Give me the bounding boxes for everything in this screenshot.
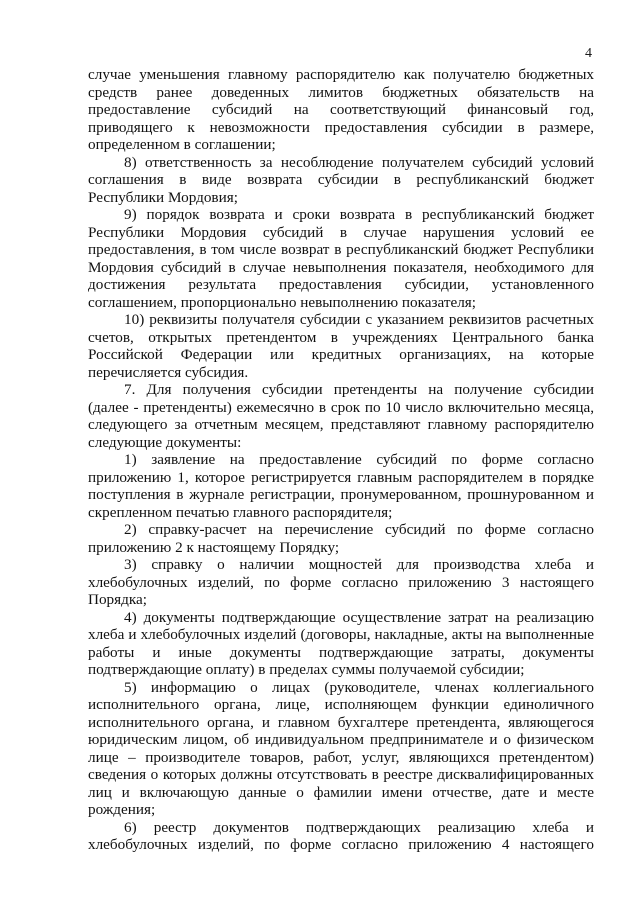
text-line: 8) ответственность за несоблюдение получателем субсидий условий — [124, 153, 594, 171]
text-line: Республики Мордовия субсидий в случае нарушения условий ее — [88, 223, 594, 241]
text-line: поступления в журнале регистрации, пронумерованном, прошнурованном и — [88, 486, 594, 503]
text-line: приложению 2 к настоящему Порядку; — [88, 538, 340, 556]
text-line: предоставления, в том числе возврат в республиканский бюджет Республики — [88, 241, 594, 258]
text-line: хлеба и хлебобулочных изделий (договоры, накладные, акты на выполненные — [88, 626, 594, 643]
text-line: 5) информацию о лицах (руководителе, членах коллегиального — [124, 678, 594, 696]
text-line: следующие документы: — [88, 433, 242, 451]
text-line: 6) реестр документов подтверждающих реализацию хлеба и — [124, 818, 594, 836]
text-line: 1) заявление на предоставление субсидий по форме согласно — [124, 451, 594, 468]
text-line: следующего за отчетным месяцем, представляют главному распорядителю — [88, 416, 594, 433]
text-line: Российской Федерации или кредитных организациях, на которые — [88, 346, 594, 363]
text-line: скрепленном печатью главного распорядителя; — [88, 503, 393, 521]
text-line: рождения; — [88, 801, 156, 818]
text-line: Мордовия субсидий в случае невыполнения показателя, необходимого для — [88, 258, 594, 276]
text-line: хлебобулочных изделий, по форме согласно приложению 3 настоящего — [88, 573, 594, 591]
text-line: определенном в соглашении; — [88, 136, 276, 153]
text-line: приводящего к невозможности предоставления субсидии в размере, — [88, 118, 594, 136]
text-line: лице – производителе товаров, работ, услуг, являющихся претендентом) — [88, 748, 594, 766]
document-body — [88, 66, 594, 854]
text-line: средств ранее доведенных лимитов бюджетных обязательств на — [88, 83, 594, 101]
page-number: 4 — [585, 46, 592, 61]
text-line: 4) документы подтверждающие осуществление затрат на реализацию — [124, 608, 594, 626]
text-line: (далее - претенденты) ежемесячно в срок по 10 число включительно месяца, — [88, 398, 594, 416]
text-line: 2) справку-расчет на перечисление субсидий по форме согласно — [124, 521, 594, 538]
text-line: подтверждающие оплату) в пределах суммы получаемой субсидии; — [88, 661, 525, 678]
text-line: 3) справку о наличии мощностей для производства хлеба и — [124, 556, 594, 573]
text-line: исполнительного органа, и главном бухгалтере претендента, являющегося — [88, 713, 594, 731]
text-line: Порядка; — [88, 591, 147, 608]
text-line: перечисляется субсидия. — [88, 363, 249, 381]
text-line: 10) реквизиты получателя субсидии с указанием реквизитов расчетных — [124, 311, 594, 328]
text-line: 9) порядок возврата и сроки возврата в республиканский бюджет — [124, 206, 594, 223]
text-line: сведения о которых должны отсутствовать в реестре дисквалифицированных — [88, 766, 594, 783]
text-line: соглашением, пропорционально невыполнению показателя; — [88, 293, 476, 311]
text-line: Республики Мордовия; — [88, 188, 238, 206]
text-line: исполнительного органа, лице, исполняющем функции единоличного — [88, 696, 594, 713]
text-line: лиц и включающую данные о фамилии имени отчестве, дате и месте — [88, 783, 594, 801]
text-line: предоставление субсидий на соответствующий финансовый год, — [88, 101, 594, 118]
text-line: работы и иные документы подтверждающие затраты, документы — [88, 643, 594, 661]
text-line: случае уменьшения главному распорядителю как получателю бюджетных — [88, 66, 594, 83]
text-line: хлебобулочных изделий, по форме согласно приложению 4 настоящего — [88, 836, 594, 853]
text-line: достижения результата предоставления субсидии, установленного — [88, 276, 594, 293]
text-line: соглашения в виде возврата субсидии в республиканский бюджет — [88, 171, 594, 188]
text-line: счетов, открытых претендентом в учреждениях Центрального банка — [88, 328, 594, 346]
text-line: 7. Для получения субсидии претенденты на получение субсидии — [124, 381, 594, 398]
text-line: приложению 1, которое регистрируется главным распорядителем в порядке — [88, 468, 594, 486]
text-line: юридическим лицом, об индивидуальном предпринимателе и о физическом — [88, 731, 594, 748]
